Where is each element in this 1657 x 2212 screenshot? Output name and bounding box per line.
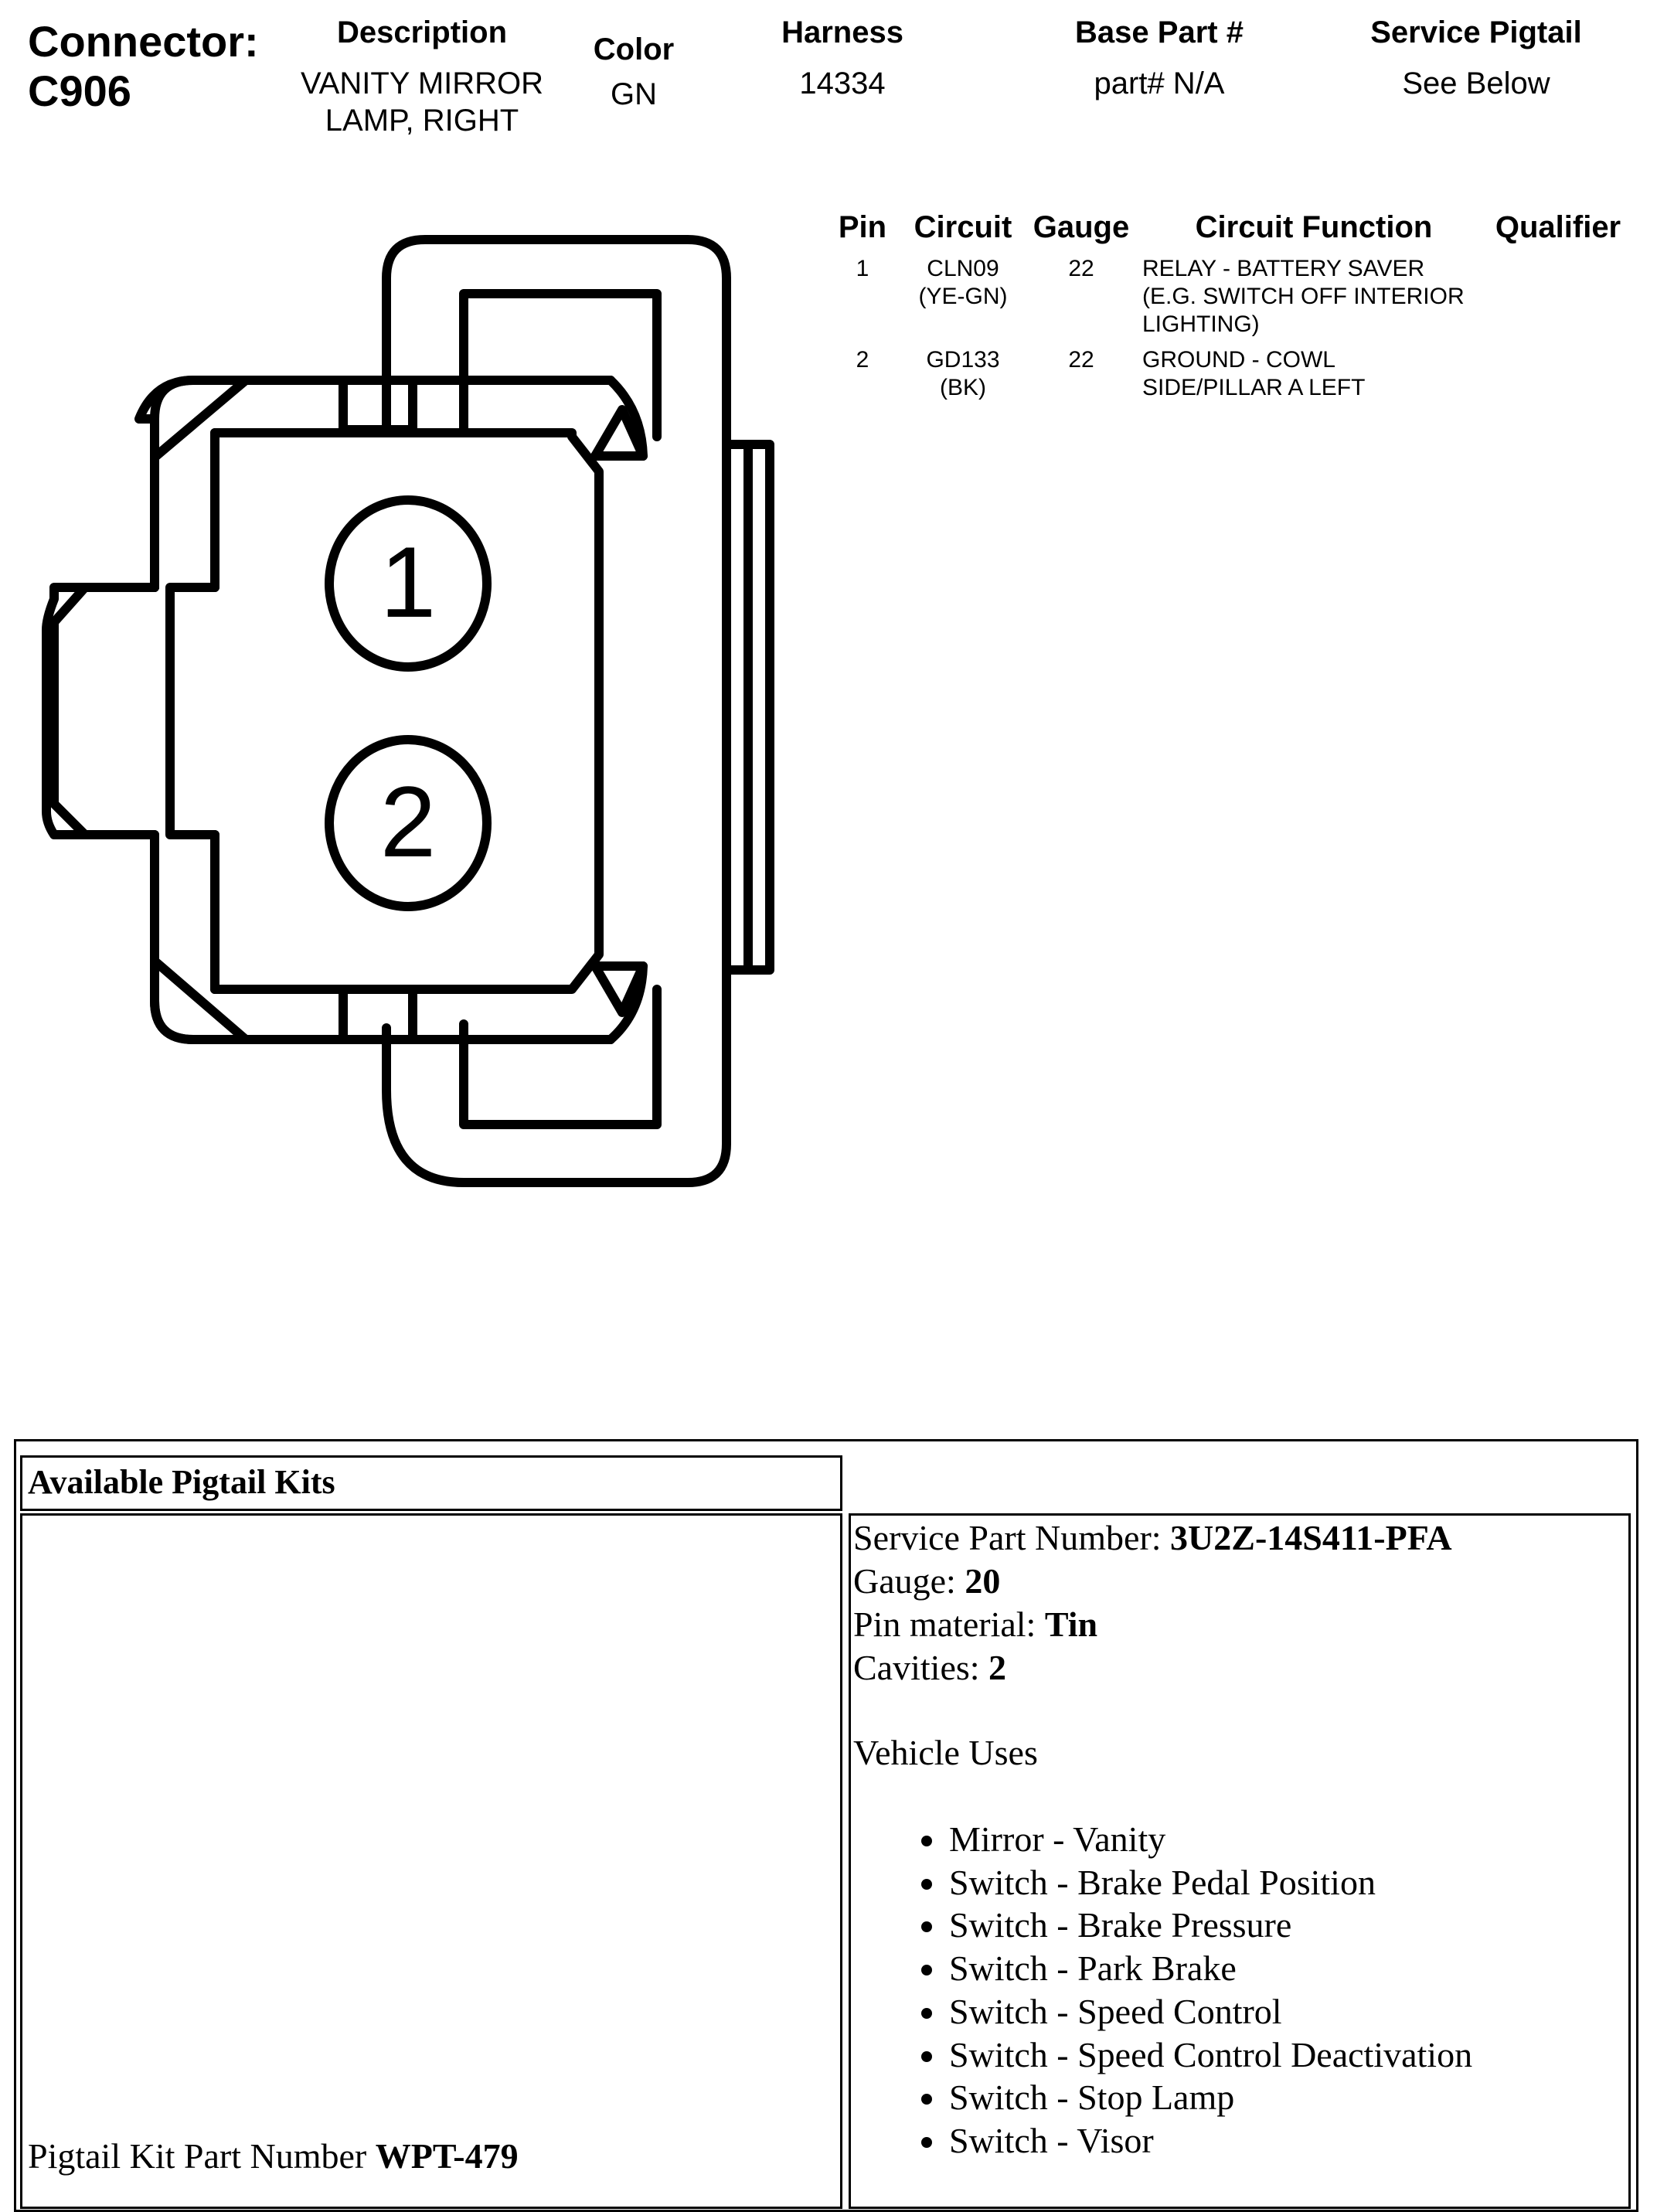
base-part-value: part# N/A xyxy=(1094,66,1225,100)
connector-face-diagram xyxy=(31,209,804,1198)
connector-label: Connector: xyxy=(28,17,259,66)
description-column xyxy=(283,11,561,139)
description-line1: VANITY MIRROR xyxy=(300,66,544,100)
vehicle-use-item: • Mirror - Vanity xyxy=(948,1818,1472,1861)
vehicle-uses-heading: Vehicle Uses xyxy=(853,1733,1038,1772)
top-tab xyxy=(343,380,413,430)
pigtail-title: Available Pigtail Kits xyxy=(28,1463,335,1501)
pigtail-kit-value: WPT-479 xyxy=(375,2136,519,2176)
pin-row-2-circuit xyxy=(901,346,1025,402)
base-part-column xyxy=(1028,11,1291,102)
pin-row-1-function-line: RELAY - BATTERY SAVER xyxy=(1142,256,1425,281)
vehicle-use-item: • Switch - Speed Control Deactivation xyxy=(948,2033,1472,2077)
harness-value: 14334 xyxy=(799,66,886,100)
bottom-tab xyxy=(343,989,413,1040)
vehicle-use-item: • Switch - Park Brake xyxy=(948,1947,1472,1990)
pin-table-header-gauge: Gauge xyxy=(1033,210,1130,244)
base-part-heading: Base Part # xyxy=(1075,15,1244,49)
vehicle-use-item: • Switch - Brake Pedal Position xyxy=(948,1861,1472,1904)
pigtail-kit-number xyxy=(28,2133,519,2180)
pin-row-2-function-line: GROUND - COWL xyxy=(1142,347,1335,373)
pin-row-1-function-line: LIGHTING) xyxy=(1142,311,1260,337)
connector-id: C906 xyxy=(28,66,131,115)
color-value: GN xyxy=(611,77,657,111)
vehicle-use-item: • Switch - Stop Lamp xyxy=(948,2076,1472,2119)
pin-row-1-function xyxy=(1142,255,1482,339)
pin-material-value: Tin xyxy=(1044,1605,1098,1644)
vehicle-use-item: • Switch - Brake Pressure xyxy=(948,1904,1472,1947)
cavity-2-label: 2 xyxy=(379,765,437,878)
pin-row-1-circuit xyxy=(901,255,1025,311)
vehicle-use-item: • Switch - Speed Control xyxy=(948,1990,1472,2033)
pin-material xyxy=(853,1603,1097,1646)
pin-table-header-function: Circuit Function xyxy=(1195,210,1433,244)
harness-heading: Harness xyxy=(781,15,903,49)
pigtail-kit-cell xyxy=(20,1513,842,2209)
pin-row-1-pin: 1 xyxy=(856,256,869,281)
cavities-value: 2 xyxy=(988,1648,1007,1687)
vehicle-uses-list xyxy=(873,1818,1472,2163)
pigtail-gauge xyxy=(853,1560,1000,1603)
pin-row-2-circuit-color: (BK) xyxy=(940,375,986,400)
pin-material-label: Pin material: xyxy=(853,1605,1045,1644)
color-heading: Color xyxy=(593,32,675,66)
pin-row-1-circuit-color: (YE-GN) xyxy=(918,284,1008,309)
description-heading: Description xyxy=(336,15,508,49)
harness-column xyxy=(742,11,943,102)
pigtail-gauge-label: Gauge: xyxy=(853,1561,965,1601)
description-line2: LAMP, RIGHT xyxy=(325,104,519,138)
pin-table-header-qualifier: Qualifier xyxy=(1495,210,1621,244)
connector-title xyxy=(28,17,259,116)
service-pigtail-column xyxy=(1329,11,1623,102)
service-part-number xyxy=(853,1516,1452,1560)
service-part-label: Service Part Number: xyxy=(853,1518,1171,1557)
pin-row-2-function xyxy=(1142,346,1482,402)
pin-table-header-pin: Pin xyxy=(838,210,887,244)
pin-row-1-circuit-code: CLN09 xyxy=(927,256,999,281)
service-part-value: 3U2Z-14S411-PFA xyxy=(1170,1518,1452,1557)
pin-table-header-circuit: Circuit xyxy=(914,210,1012,244)
pin-row-2-pin: 2 xyxy=(856,347,869,373)
cavities xyxy=(853,1646,1006,1690)
pin-row-2-gauge: 22 xyxy=(1068,347,1094,373)
pigtail-gauge-value: 20 xyxy=(965,1561,1001,1601)
pin-row-1-gauge: 22 xyxy=(1068,256,1094,281)
service-pigtail-value: See Below xyxy=(1402,66,1550,100)
pin-row-1-function-line: (E.G. SWITCH OFF INTERIOR xyxy=(1142,284,1465,309)
color-column xyxy=(572,28,696,113)
pin-row-2-function-line: SIDE/PILLAR A LEFT xyxy=(1142,375,1366,400)
cavity-1-label: 1 xyxy=(379,526,437,638)
vehicle-use-item: • Switch - Visor xyxy=(948,2119,1472,2163)
cavities-label: Cavities: xyxy=(853,1648,989,1687)
pin-row-2-circuit-code: GD133 xyxy=(926,347,1000,373)
pigtail-kit-label: Pigtail Kit Part Number xyxy=(28,2136,376,2176)
service-pigtail-heading: Service Pigtail xyxy=(1370,15,1582,49)
